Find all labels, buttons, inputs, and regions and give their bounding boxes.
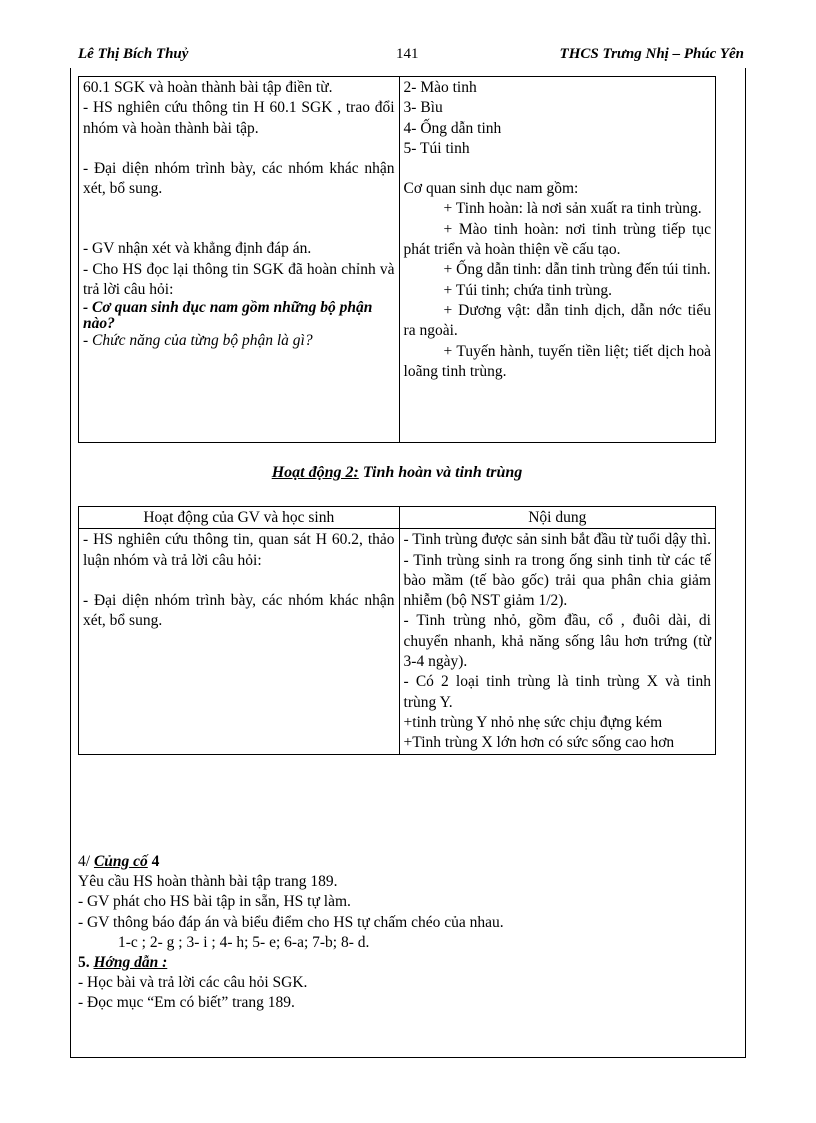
right-text: + Tuyến hành, tuyến tiền liệt; tiết dịch hoà loãng tinh trùng. bbox=[403, 342, 711, 380]
activity2-heading: Tinh hoàn và tinh trùng bbox=[358, 464, 523, 481]
header-author: Lê Thị Bích Thuỷ bbox=[78, 46, 189, 62]
consolidation-suffix: 4 bbox=[147, 853, 160, 870]
left-text: - HS nghiên cứu thông tin, quan sát H 60.2, thảo luận nhóm và trả lời câu hỏi: bbox=[83, 531, 395, 569]
frame-right-line bbox=[745, 68, 746, 1058]
consolidation-line: Yêu cầu HS hoàn thành bài tập trang 189. bbox=[78, 873, 338, 891]
right-text: - Tinh trùng sinh ra trong ống sinh tinh từ các tế bào mầm (tế bào gốc) trải qua phân chia giảm nhiễm (bộ NST giảm 1/2). bbox=[403, 551, 711, 610]
column-header: Hoạt động của GV và học sinh bbox=[79, 507, 400, 529]
guidance-prefix: 5. bbox=[78, 954, 94, 972]
frame-bottom-line bbox=[70, 1057, 746, 1058]
left-text: - GV nhận xét và khẳng định đáp án. bbox=[83, 240, 312, 258]
consolidation-label: Củng cố bbox=[93, 853, 148, 870]
consolidation-heading bbox=[78, 852, 718, 872]
right-text: - Tinh trùng nhỏ, gồm đầu, cổ , đuôi dài, di chuyển nhanh, khả năng sống lâu hơn trứng (từ 3-4 ngày). bbox=[403, 612, 711, 671]
right-text: 4- Ống dẫn tinh bbox=[403, 119, 502, 137]
teacher-student-column bbox=[79, 529, 400, 754]
left-text: - Đại diện nhóm trình bày, các nhóm khác nhận xét, bổ sung. bbox=[83, 591, 395, 630]
closing-section bbox=[78, 852, 718, 1014]
consolidation-line: - GV phát cho HS bài tập in sẵn, HS tự làm. bbox=[78, 893, 351, 911]
header-school: THCS Trưng Nhị – Phúc Yên bbox=[559, 46, 744, 62]
activity1-table bbox=[78, 76, 716, 443]
column-header: Nội dung bbox=[399, 507, 715, 529]
page-number: 141 bbox=[396, 46, 419, 62]
right-text: 3- Bìu bbox=[403, 99, 443, 117]
frame-left-line bbox=[70, 68, 71, 1058]
left-text: 60.1 SGK và hoàn thành bài tập điền từ. bbox=[83, 79, 333, 96]
right-text: + Tinh hoàn: là nơi sản xuất ra tinh trùng. bbox=[443, 200, 702, 218]
left-text: - Cho HS đọc lại thông tin SGK đã hoàn chỉnh và trả lời câu hỏi: bbox=[83, 260, 395, 299]
content-column bbox=[399, 529, 715, 754]
teacher-student-column bbox=[79, 77, 400, 443]
table-header-row bbox=[79, 507, 716, 529]
right-text: - Tinh trùng được sản sinh bắt đầu từ tuổi dậy thì. bbox=[403, 531, 711, 549]
right-text: - Có 2 loại tinh trùng là tinh trùng X và tinh trùng Y. bbox=[403, 673, 711, 711]
consolidation-prefix: 4/ bbox=[78, 853, 94, 870]
answer-key: 1-c ; 2- g ; 3- i ; 4- h; 5- e; 6-a; 7-b; 8- d. bbox=[118, 933, 370, 951]
activity2-label: Hoạt động 2: bbox=[271, 464, 359, 481]
table-row bbox=[79, 77, 716, 443]
activity2-table bbox=[78, 506, 716, 755]
right-text: 2- Mào tinh bbox=[403, 79, 477, 96]
activity2-title bbox=[78, 464, 716, 482]
left-text: - HS nghiên cứu thông tin H 60.1 SGK , trao đổi nhóm và hoàn thành bài tập. bbox=[83, 99, 395, 137]
right-text: 5- Túi tinh bbox=[403, 139, 470, 157]
question-text: - Chức năng của từng bộ phận là gì? bbox=[83, 332, 313, 350]
guidance-label: Hớng dẫn : bbox=[93, 954, 168, 972]
right-text: + Dương vật: dẫn tinh dịch, dẫn nớc tiểu ra ngoài. bbox=[403, 301, 711, 340]
guidance-line: - Đọc mục “Em có biết” trang 189. bbox=[78, 994, 295, 1012]
page-header bbox=[78, 46, 744, 68]
right-text: + Ống dẫn tinh: dẫn tinh trùng đến túi tinh. bbox=[443, 261, 711, 279]
right-text: +tinh trùng Y nhỏ nhẹ sức chịu đựng kém bbox=[403, 713, 663, 731]
question-text: - Cơ quan sinh dục nam gồm những bộ phận nào? bbox=[83, 299, 373, 333]
left-text: - Đại diện nhóm trình bày, các nhóm khác nhận xét, bổ sung. bbox=[83, 159, 395, 198]
consolidation-line: - GV thông báo đáp án và biểu điểm cho HS tự chấm chéo của nhau. bbox=[78, 913, 504, 931]
table-row bbox=[79, 529, 716, 754]
guidance-heading bbox=[78, 953, 718, 973]
right-text: Cơ quan sinh dục nam gồm: bbox=[403, 180, 579, 198]
guidance-line: - Học bài và trả lời các câu hỏi SGK. bbox=[78, 974, 308, 992]
right-text: + Mào tinh hoàn: nơi tinh trùng tiếp tục phát triển và hoàn thiện về cấu tạo. bbox=[403, 220, 711, 259]
content-column bbox=[399, 77, 715, 443]
right-text: + Túi tinh; chứa tinh trùng. bbox=[443, 281, 612, 299]
right-text: +Tinh trùng X lớn hơn có sức sống cao hơn bbox=[403, 734, 675, 752]
